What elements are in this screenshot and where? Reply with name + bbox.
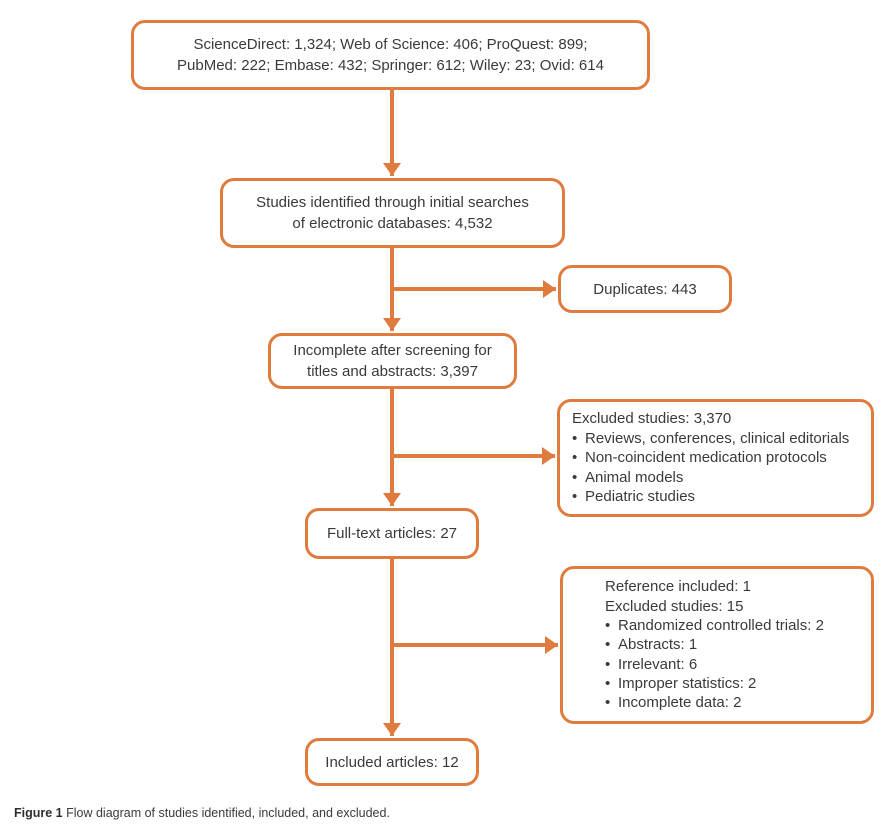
box-duplicates — [558, 265, 732, 313]
box-text-line: Full-text articles: 27 — [326, 525, 458, 542]
box-text-line: of electronic databases: 4,532 — [292, 215, 493, 232]
box-text-line: ScienceDirect: 1,324; Web of Science: 406; ProQuest: 899; — [193, 36, 588, 53]
box-text-line: Excluded studies: 15 — [605, 597, 744, 615]
box-database-sources — [131, 20, 650, 90]
bullet-item — [572, 468, 683, 488]
figure-caption-label: Figure 1 — [14, 806, 63, 820]
bullet-icon: • — [605, 636, 611, 654]
bullet-item — [572, 487, 695, 507]
box-included-articles — [305, 738, 479, 786]
bullet-item — [605, 635, 697, 654]
bullet-icon: • — [605, 674, 611, 692]
box-title-abstract-screening — [268, 333, 517, 389]
bullet-text: Improper statistics: 2 — [618, 674, 757, 692]
bullet-item — [605, 693, 741, 712]
bullet-icon: • — [572, 429, 578, 447]
box-excluded-full-text — [560, 566, 874, 724]
box-text-line: titles and abstracts: 3,397 — [307, 363, 478, 380]
bullet-icon: • — [605, 655, 611, 673]
box-text-line: Included articles: 12 — [325, 753, 459, 771]
box-text-line: Reference included: 1 — [605, 578, 751, 596]
bullet-icon: • — [572, 488, 578, 506]
bullet-item — [605, 674, 756, 693]
bullet-icon: • — [605, 694, 611, 712]
box-text-line: PubMed: 222; Embase: 432; Springer: 612; Wiley: 23; Ovid: 614 — [177, 57, 604, 74]
bullet-icon: • — [605, 617, 611, 635]
box-excluded-screening — [557, 399, 874, 517]
box-text-line: Incomplete after screening for — [293, 342, 492, 359]
bullet-text: Randomized controlled trials: 2 — [618, 617, 824, 635]
box-text-line: Excluded studies: 3,370 — [572, 410, 732, 428]
bullet-text: Animal models — [585, 468, 684, 486]
bullet-item — [605, 616, 824, 635]
bullet-text: Pediatric studies — [585, 488, 696, 506]
bullet-text: Irrelevant: 6 — [618, 655, 698, 673]
bullet-text: Non-coincident medication protocols — [585, 449, 827, 467]
box-studies-identified — [220, 178, 565, 248]
bullet-item — [572, 448, 827, 468]
bullet-icon: • — [572, 449, 578, 467]
bullet-item — [605, 655, 697, 674]
bullet-item — [572, 429, 849, 449]
box-full-text-articles — [305, 508, 479, 559]
bullet-icon: • — [572, 468, 578, 486]
bullet-text: Incomplete data: 2 — [618, 694, 742, 712]
figure-caption — [14, 805, 390, 821]
bullet-text: Abstracts: 1 — [618, 636, 698, 654]
bullet-text: Reviews, conferences, clinical editorials — [585, 429, 850, 447]
figure-caption-text: Flow diagram of studies identified, included, and excluded. — [66, 806, 390, 820]
box-text-line: Studies identified through initial searches — [256, 194, 529, 211]
box-text-line: Duplicates: 443 — [593, 280, 697, 298]
